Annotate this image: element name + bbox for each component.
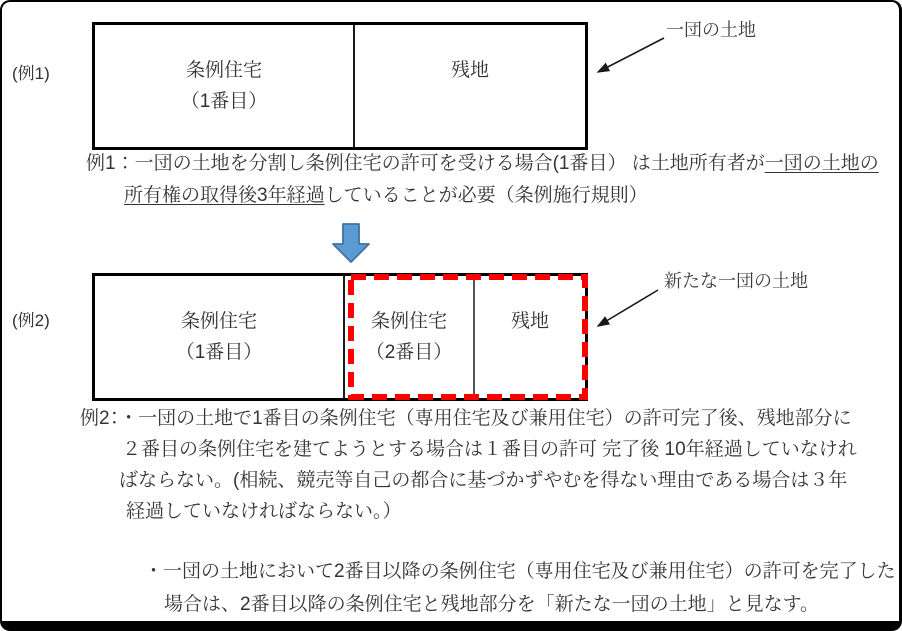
pointer-arrow-icon (584, 282, 674, 334)
example1-cell-remaining-land (355, 25, 585, 147)
cell-text-line1: 条例住宅 (180, 311, 257, 332)
example1-land-box (92, 22, 588, 150)
cell-text-line2: （1番目） (175, 342, 263, 363)
example2-note-line1: ・一団の土地において2番目以降の条例住宅（専用住宅及び兼用住宅）の許可を完了した (144, 561, 896, 582)
example1-label: (例1) (12, 64, 50, 83)
caption-underlined-text: 所有権の取得後3年経過 (124, 185, 325, 206)
cell-text-line1: 条例住宅 (185, 60, 262, 81)
example2-caption-line1: 例2：・一団の土地で1番目の条例住宅（専用住宅及び兼用住宅）の許可完了後、残地部分に (80, 408, 852, 429)
example2-cell-ordinance-house-1 (95, 276, 345, 398)
cell-text-line1: 残地 (450, 60, 489, 81)
cell-text-line2: （2番目） (365, 342, 453, 363)
example2-caption-line3: ばならない。(相続、競売等自己の都合に基づかずやむを得ない理由である場合は３年 (119, 470, 848, 491)
example1-cell-ordinance-house-1 (95, 25, 355, 147)
example2-label: (例2) (12, 311, 50, 330)
example1-caption-line1 (86, 149, 879, 179)
cell-text-line1: 残地 (510, 311, 549, 332)
example1-annotation-label: 一団の土地 (666, 20, 756, 40)
caption-text: 例1：一団の土地を分割し条例住宅の許可を受ける場合(1番目） は土地所有者が (86, 153, 765, 174)
caption-text: していることが必要（条例施行規則） (324, 185, 648, 206)
new-lot-dashed-outline (347, 273, 589, 401)
example2-note-line2: 場合は、2番目以降の条例住宅と残地部分を「新たな一団の土地」と見なす。 (164, 594, 820, 615)
cell-text-line2: （1番目） (180, 91, 268, 112)
cell-text-line1: 条例住宅 (370, 311, 447, 332)
example2-caption-line4: 経過していなければならない。） (126, 501, 402, 522)
caption-underlined-text: 一団の土地の (764, 153, 879, 174)
pointer-arrow-icon (580, 30, 680, 82)
down-arrow-icon (332, 223, 370, 263)
example1-caption-line2 (124, 181, 648, 211)
example2-annotation-label: 新たな一団の土地 (664, 271, 808, 291)
example2-caption-line2: ２番目の条例住宅を建てようとする場合は１番目の許可 完了後 10年経過していなけれ (122, 439, 857, 460)
